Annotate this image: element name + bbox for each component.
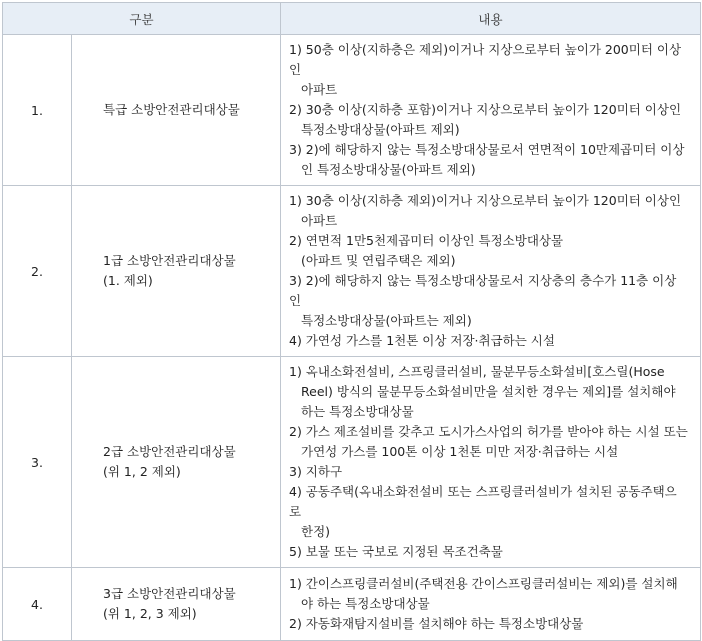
target-class	[72, 357, 281, 568]
content-item	[289, 542, 688, 562]
target-class	[72, 568, 281, 641]
content-line: 4) 공동주택(옥내소화전설비 또는 스프링클러설비가 설치된 공동주택으로	[289, 484, 677, 519]
content-cell	[281, 186, 701, 357]
content-item	[289, 191, 688, 231]
content-line: 2) 30층 이상(지하층 포함)이거나 지상으로부터 높이가 120미터 이상인	[289, 102, 682, 117]
content-line: 한정)	[301, 524, 331, 539]
content-item	[289, 271, 688, 331]
content-item	[289, 422, 688, 462]
table-header-row	[3, 3, 701, 35]
content-line: 5) 보물 또는 국보로 지정된 목조건축물	[289, 544, 503, 559]
fire-safety-table	[2, 2, 701, 641]
table-body	[3, 35, 701, 641]
target-class-line: (1. 제외)	[103, 273, 153, 288]
target-class-line: 3급 소방안전관리대상물	[103, 586, 236, 601]
content-item	[289, 462, 688, 482]
content-line: 3) 지하구	[289, 464, 343, 479]
table-row	[3, 186, 701, 357]
content-line: 3) 2)에 해당하지 않는 특정소방대상물로서 지상층의 층수가 11층 이상인	[289, 273, 677, 308]
target-class-line: (위 1, 2, 3 제외)	[103, 606, 197, 621]
content-line: 2) 연면적 1만5천제곱미터 이상인 특정소방대상물	[289, 233, 564, 248]
table-row	[3, 568, 701, 641]
header-content: 내용	[281, 3, 701, 35]
content-line: 아파트	[301, 82, 338, 97]
content-item	[289, 362, 688, 422]
row-number: 3.	[3, 357, 72, 568]
content-line: 인 특정소방대상물(아파트 제외)	[301, 162, 476, 177]
row-number: 4.	[3, 568, 72, 641]
content-line: 1) 옥내소화전설비, 스프링클러설비, 물분무등소화설비[호스릴(Hose	[289, 364, 665, 379]
content-item	[289, 100, 688, 140]
target-class-line: (위 1, 2 제외)	[103, 464, 181, 479]
header-category: 구분	[3, 3, 281, 35]
content-line: 야 하는 특정소방대상물	[301, 596, 430, 611]
content-item	[289, 614, 688, 634]
content-line: (아파트 및 연립주택은 제외)	[301, 253, 456, 268]
table-row	[3, 35, 701, 186]
content-item	[289, 231, 688, 271]
content-cell	[281, 35, 701, 186]
content-line: 1) 30층 이상(지하층 제외)이거나 지상으로부터 높이가 120미터 이상인	[289, 193, 682, 208]
content-line: 2) 자동화재탐지설비를 설치해야 하는 특정소방대상물	[289, 616, 584, 631]
row-number: 1.	[3, 35, 72, 186]
content-item	[289, 140, 688, 180]
content-line: 3) 2)에 해당하지 않는 특정소방대상물로서 연면적이 10만제곱미터 이상	[289, 142, 685, 157]
content-line: 아파트	[301, 213, 338, 228]
content-cell	[281, 568, 701, 641]
target-class	[72, 35, 281, 186]
target-class-line: 1급 소방안전관리대상물	[103, 253, 236, 268]
content-item	[289, 331, 688, 351]
target-class-line: 2급 소방안전관리대상물	[103, 444, 236, 459]
content-item	[289, 574, 688, 614]
content-line: 1) 간이스프링클러설비(주택전용 간이스프링클러설비는 제외)를 설치해	[289, 576, 678, 591]
target-class-line: 특급 소방안전관리대상물	[103, 102, 240, 117]
content-line: 1) 50층 이상(지하층은 제외)이거나 지상으로부터 높이가 200미터 이상인	[289, 42, 682, 77]
content-line: 4) 가연성 가스를 1천톤 이상 저장·취급하는 시설	[289, 333, 555, 348]
content-line: 특정소방대상물(아파트 제외)	[301, 122, 460, 137]
content-item	[289, 40, 688, 100]
content-line: 특정소방대상물(아파트는 제외)	[301, 313, 472, 328]
table-row	[3, 357, 701, 568]
content-cell	[281, 357, 701, 568]
row-number: 2.	[3, 186, 72, 357]
content-line: Reel) 방식의 물분무등소화설비만을 설치한 경우는 제외]를 설치해야	[301, 384, 676, 399]
content-line: 하는 특정소방대상물	[301, 404, 414, 419]
content-line: 가연성 가스를 100톤 이상 1천톤 미만 저장·취급하는 시설	[301, 444, 619, 459]
target-class	[72, 186, 281, 357]
content-item	[289, 482, 688, 542]
content-line: 2) 가스 제조설비를 갖추고 도시가스사업의 허가를 받아야 하는 시설 또는	[289, 424, 688, 439]
